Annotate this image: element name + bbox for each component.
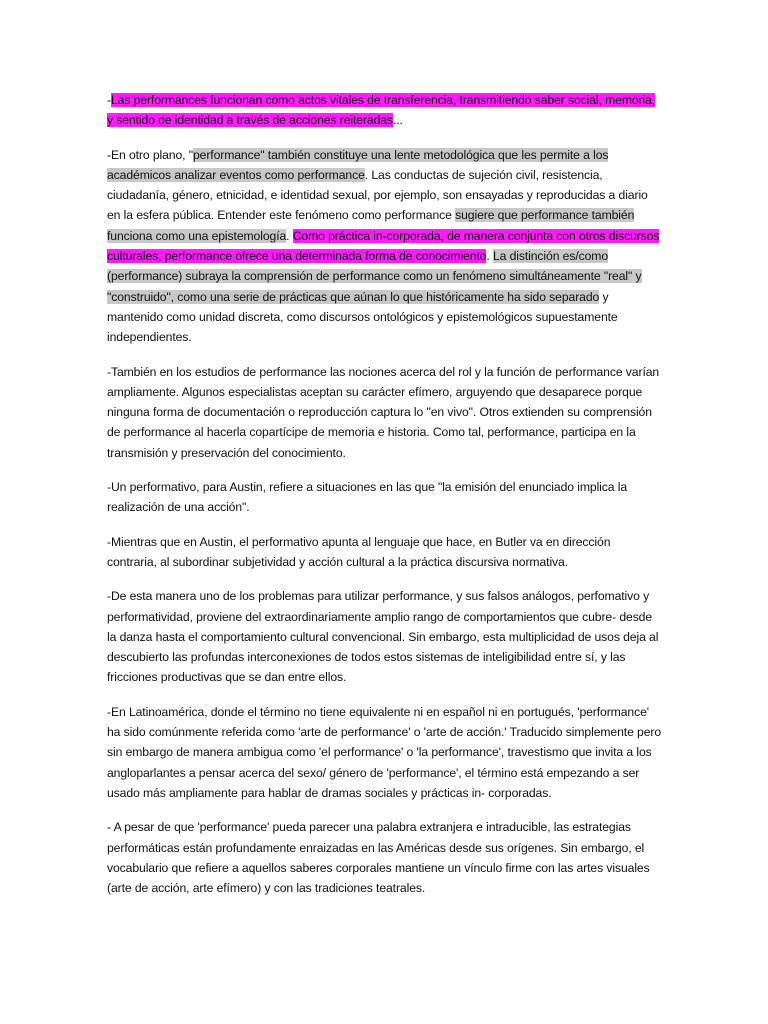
text-segment: -También en los estudios de performance las nociones acerca del rol y la función de performance varían ampliamente. Algunos especialistas aceptan su carácter efímero, arguyendo que desaparece porque ninguna forma de documentación o reproducción captura lo "en vivo". Otros extienden su comprensión de performance al hacerla copartícipe de memoria e historia. Como tal, performance, participa en la transmisión y preservación del conocimiento. (107, 364, 660, 460)
highlighted-text-pink: Como práctica in-corporada, de manera conjunta con otros discursos culturales, performance ofrece una determinada forma de conocimiento (107, 228, 660, 264)
text-segment: - (107, 93, 111, 107)
paragraph-3 (107, 362, 662, 463)
paragraph-6 (107, 586, 662, 687)
paragraph-2 (107, 145, 662, 348)
highlighted-text-pink: Las performances funcionan como actos vitales de transferencia, transmitiendo saber social, memoria, y sentido de identidad a través de acciones reiteradas (107, 93, 656, 128)
text-segment: -En otro plano, " (107, 147, 193, 162)
paragraph-1 (107, 90, 662, 131)
paragraph-4 (107, 477, 662, 518)
text-segment: . Las conductas de sujeción civil, resistencia, ciudadanía, género, etnicidad, e identidad sexual, por ejemplo, son ensayadas y reproducidas a diario en la esfera pública. Entender este fenómeno como performance (107, 167, 648, 223)
paragraph-8 (107, 817, 662, 898)
paragraph-5 (107, 532, 662, 573)
highlighted-text-gray: La distinción es/como (performance) subraya la comprensión de performance como un fenómeno simultáneamente "real" y "construido", como una serie de prácticas que aúnan lo que históricamente ha sido separado (107, 249, 642, 304)
text-segment: -En Latinoamérica, donde el término no tiene equivalente ni en español ni en portugués, 'performance' ha sido comúnmente referida como 'arte de performance' o 'arte de acción.' Traducido simplemente pero sin embargo de manera ambigua como 'el performance' o 'la performance', travestismo que invita a los angloparlantes a pensar acerca del sexo/ género de 'performance', el término está empezando a ser usado más ampliamente para hablar de dramas sociales y prácticas in- corporadas. (107, 704, 662, 800)
text-segment: -Mientras que en Austin, el performativo apunta al lenguaje que hace, en Butler va en dirección contraria, al subordinar subjetividad y acción cultural a la práctica discursiva normativa. (107, 534, 611, 569)
text-segment: ... (392, 113, 403, 128)
highlighted-text-gray: sugiere que performance también funciona como una epistemología (107, 208, 635, 243)
text-segment: y mantenido como unidad discreta, como discursos ontológicos y epistemológicos supuestamente independientes. (107, 289, 618, 345)
paragraph-7 (107, 702, 662, 803)
text-segment: . (486, 249, 493, 264)
text-segment: -Un performativo, para Austin, refiere a situaciones en las que "la emisión del enunciado implica la realización de una acción". (107, 480, 628, 515)
text-segment: - A pesar de que 'performance' pueda parecer una palabra extranjera e intraducible, las estrategias performáticas están profundamente enraizadas en las Américas desde sus orígenes. Sin embargo, el vocabulario que refiere a aquellos saberes corporales mantiene un vínculo firme con las artes visuales (arte de acción, arte efímero) y con las tradiciones teatrales. (107, 820, 650, 896)
text-segment: -De esta manera uno de los problemas para utilizar performance, y sus falsos análogos, perfomativo y performatividad, proviene del extraordinariamente amplio rango de comportamientos que cubre- desde la danza hasta el comportamiento cultural convencional. Sin embargo, esta multiplicidad de usos deja al descubierto las profundas interconexiones de todos estos sistemas de inteligibilidad entre sí, y las fricciones productivas que se dan entre ellos. (107, 589, 659, 685)
highlighted-text-gray: performance" también constituye una lente metodológica que les permite a los académicos analizar eventos como performance (107, 147, 609, 182)
text-segment: . (286, 228, 293, 243)
document-page (107, 90, 662, 912)
